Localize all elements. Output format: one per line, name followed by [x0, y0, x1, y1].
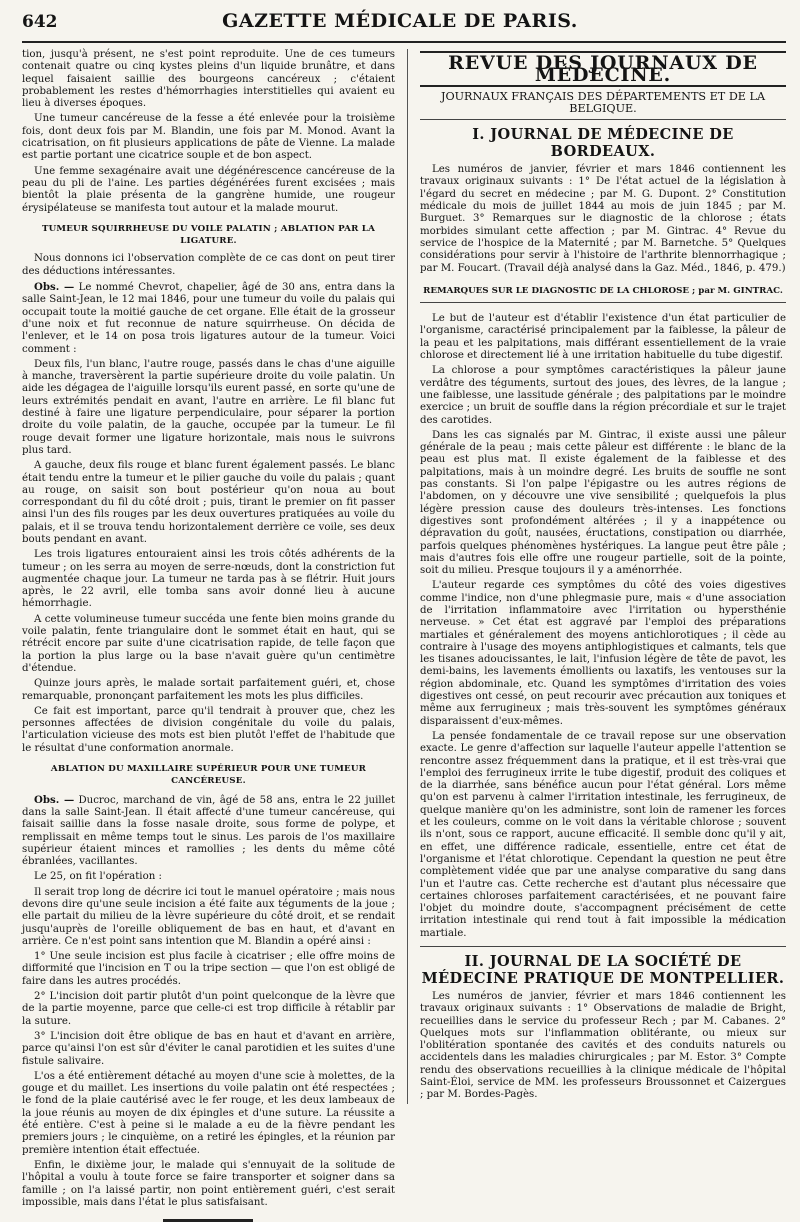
obs-label: Obs. — [34, 793, 75, 806]
observation-paragraph [22, 794, 395, 869]
paragraph: Enfin, le dixième jour, le malade qui s'ennuyait de la solitude de l'hôpital a voulu à toute force se faire transporter et soigner dans sa famille ; on l'a laissé partir, non point entièrement guéri, c'est serait impossible, mais dans l'état le plus satisfaisant. [22, 1159, 395, 1208]
paragraph: Dans les cas signalés par M. Gintrac, il existe aussi une pâleur générale de la peau ; mais cette pâleur est différente : le blanc de la peau est plus mat. Il existe également de la faiblesse et des palpitations, mais à un moindre degré. Les bruits de souffle ne sont pas constants. Si l'on palpe l'épigastre ou les autres régions de l'abdomen, on y découvre une vive sensibilité ; quelquefois la plus légère pression cause des douleurs très-intenses. Les fonctions digestives sont profondément altérées ; il y a inappétence ou dépravation du goût, nausées, éructations, constipation ou diarrhée, parfois quelques phénomènes hystériques. La langue peut être pâle ; mais d'autres fois elle offre une rougeur partielle, soit de la pointe, soit du milieu. Presque toujours il y a aménorrhée. [419, 429, 786, 577]
journal-title: GAZETTE MÉDICALE DE PARIS. [222, 10, 578, 32]
paragraph: A cette volumineuse tumeur succéda une fente bien moins grande du voile palatin, fente triangulaire dont le sommet était en haut, qui se rétrécit encore par suite d'une cicatrisation rapide, de telle façon que la portion la plus large ou la base n'avait guère qu'un centimètre d'étendue. [22, 613, 395, 674]
review-title: REVUE DES JOURNAUX DE MÉDECINE. [420, 51, 786, 87]
paragraph: Le but de l'auteur est d'établir l'existence d'un état particulier de l'organisme, caractérisé principalement par la faiblesse, la pâleur de la peau et les palpitations, mais différant essentiellement de la vraie chlorose et directement lié à une irritation habituelle du tube digestif. [419, 313, 786, 362]
paragraph: Les trois ligatures entouraient ainsi les trois côtés adhérents de la tumeur ; on les serra au moyen de serre-nœuds, dont la constriction fut augmentée chaque jour. La tumeur ne tarda pas à se flétrir. Huit jours après, le 22 avril, elle tomba sans avoir donné lieu à aucune hémorrhagie. [22, 549, 395, 610]
paragraph: Ce fait est important, parce qu'il tendrait à prouver que, chez les personnes affectées de division congénitale du voile du palais, l'articulation vicieuse des mots est bien plutôt l'effet de l'habitude que le résultat d'une conformation anormale. [22, 705, 395, 754]
paragraph: A gauche, deux fils rouge et blanc furent également passés. Le blanc était tendu entre la tumeur et le pilier gauche du voile du palais ; quant au rouge, on saisit son bout postérieur qu'on noua au bout correspondant du fil du côté droit ; puis, tirant le premier on fit passer ainsi l'un des fils rouges par les deux ouvertures pratiquées au voile du palais, et il se trouva tendu horizontalement derrière ce voile, ses deux bouts pendant en avant. [22, 460, 395, 545]
paragraph: Les numéros de janvier, février et mars 1846 contiennent les travaux originaux suivants : 1° Observations de maladie de Bright, recueillies dans le service du professeur Rech ; par M. Cabanes. 2° Quelques mots sur l'inflammation oblitérante, ou mieux sur l'oblitération spontanée des cavités et des conduits naturels ou accidentels dans les maladies chirurgicales ; par M. Estor. 3° Compte rendu des observations recueillies à la clinique médicale de l'hôpital Saint-Éloi, service de MM. les professeurs Broussonnet et Caizergues ; par M. Bordes-Pagès. [419, 991, 786, 1101]
right-column [408, 49, 786, 1104]
obs-label: Obs. — [34, 281, 75, 294]
obs-text: Le nommé Chevrot, chapelier, âgé de 30 ans, entra dans la salle Saint-Jean, le 12 mai 1846, pour une tumeur du voile du palais qui occupait toute la moitié gauche de cet organe. Elle était de la grosseur d'une noix et fut reconnue de nature squirrheuse. On décida de l'enlever, et le 14 on posa trois ligatures autour de la tumeur. Voici comment : [22, 282, 395, 355]
paragraph: 1° Une seule incision est plus facile à cicatriser ; elle offre moins de difformité que l'incision en T ou la tripe section — que l'on est obligé de faire dans les autres procédés. [22, 951, 395, 987]
paragraph: L'auteur regarde ces symptômes du côté des voies digestives comme l'indice, non d'une phlegmasie pure, mais « d'une association de l'irritation inflammatoire avec l'irritation ou hypersthénie nerveuse. » Cet état est aggravé par l'emploi des préparations martiales et généralement des moyens antichlorotiques ; il cède au contraire à l'usage des moyens antiphlogistiques et calmants, tels que les tisanes adoucissantes, le lait, l'infusion légère de tête de pavot, les demi-bains, les lavements émollients ou laxatifs, les ventouses sur la région abdominale, etc. Quand les symptômes d'irritation des voies digestives ont cessé, on peut recourir avec précaution aux toniques et même aux ferrugineux ; mais très-souvent les symptômes généraux disparaissent d'eux-mêmes. [419, 580, 786, 727]
columns [22, 49, 786, 1208]
paragraph: 2° L'incision doit partir plutôt d'un point quelconque de la lèvre que de la partie moyenne, parce que celle-ci est trop difficile à rétablir par la suture. [22, 991, 395, 1027]
review-subtitle: JOURNAUX FRANÇAIS DES DÉPARTEMENTS ET DE LA BELGIQUE. [420, 91, 786, 121]
obs-text: Ducroc, marchand de vin, âgé de 58 ans, entra le 22 juillet dans la salle Saint-Jean. Il était affecté d'une tumeur cancéreuse, qui faisait saillie dans la fosse nasale droite, sous forme de polype, et remplissait en même temps tout le sinus. Les parois de l'os maxillaire supérieur étaient minces et ramollies ; les dents du même côté ébranlées, vacillantes. [22, 794, 395, 868]
paragraph: tion, jusqu'à présent, ne s'est point reproduite. Une de ces tumeurs contenait quatre ou cinq kystes pleins d'un liquide brunâtre, et dans lequel faisaient saillie des bourgeons cancéreux ; c'étaient probablement les restes d'hémorrhagies interstitielles qui avaient eu lieu à diverses époques. [22, 49, 395, 110]
paragraph: 3° L'incision doit être oblique de bas en haut et d'avant en arrière, parce qu'ainsi l'on est sûr d'éviter le canal parotidien et les suites d'une fistule salivaire. [22, 1030, 395, 1067]
paragraph: Nous donnons ici l'observation complète de ce cas dont on peut tirer des déductions intéressantes. [22, 253, 395, 277]
paragraph: Le 25, on fit l'opération : [34, 871, 162, 883]
paragraph: Quinze jours après, le malade sortait parfaitement guéri, et, chose remarquable, prononçant parfaitement les mots les plus difficiles. [22, 678, 395, 702]
paragraph: Il serait trop long de décrire ici tout le manuel opératoire ; mais nous devons dire qu'une seule incision a été faite aux téguments de la joue ; elle partait du milieu de la lèvre supérieure du côté droit, et se rendait jusqu'auprès de l'oreille obliquement de bas en haut, et d'avant en arrière. Ce n'est point sans intention que M. Blandin a opéré ainsi : [22, 886, 395, 947]
paragraph: La chlorose a pour symptômes caractéristiques la pâleur jaune verdâtre des téguments, surtout des joues, des lèvres, de la langue ; une faiblesse, une lassitude générale ; des palpitations par le moindre exercice ; un bruit de souffle dans la région précordiale et sur le trajet des carotides. [419, 365, 786, 426]
section-heading: TUMEUR SQUIRRHEUSE DU VOILE PALATIN ; ABLATION PAR LA LIGATURE. [41, 223, 376, 247]
paragraph: Une tumeur cancéreuse de la fesse a été enlevée pour la troisième fois, dont deux fois par M. Blandin, une fois par M. Monod. Avant la cicatrisation, on fit plusieurs applications de pâte de Vienne. La malade est partie portant une cicatrice souple et de bon aspect. [22, 113, 395, 162]
paragraph: La pensée fondamentale de ce travail repose sur une observation exacte. Le genre d'affection sur laquelle l'auteur appelle l'attention se rencontre assez fréquemment dans la pratique, et il est très-vrai que l'emploi des ferrugineux irrite le tube digestif, produit des coliques et de la diarrhée, sans bénéfice aucun pour l'état général. Lors même qu'on est parvenu à calmer l'irritation intestinale, les ferrugineux, de quelque manière qu'on les administre, sont loin de ramener les forces et les couleurs, comme on le voit dans la véritable chlorose ; souvent ils n'ont, sous ce rapport, aucune efficacité. Il semble donc qu'il y ait, en effet, une différence radicale, essentielle, entre cet état de l'organisme et l'état chlorotique. Cependant la question ne peut être complètement vidée que par une analyse comparative du sang dans l'un et l'autre cas. Cette recherche est d'autant plus nécessaire que certaines chloroses parfaitement caractérisées, et ne pouvant faire l'objet du moindre doute, s'accompagnent précisément de cette irritation intestinale qui rend tout à fait impossible la médication martiale. [419, 730, 786, 939]
journal-heading: I. JOURNAL DE MÉDECINE DE BORDEAUX. [472, 126, 734, 161]
section-heading: ABLATION DU MAXILLAIRE SUPÉRIEUR POUR UNE TUMEUR CANCÉREUSE. [50, 764, 367, 787]
subsection-heading: REMARQUES SUR LE DIAGNOSTIC DE LA CHLOROSE ; par M. GINTRAC. [420, 285, 786, 303]
divider [420, 946, 786, 947]
journal-heading: II. JOURNAL DE LA SOCIÉTÉ DE MÉDECINE PRATIQUE DE MONTPELLIER. [421, 953, 785, 987]
paragraph: Une femme sexagénaire avait une dégénérescence cancéreuse de la peau du pli de l'aine. Les parties dégénérées furent excisées ; mais bientôt la plaie présenta de la gangrène humide, une rougeur érysipélateuse se manifesta tout autour et la malade mourut. [22, 165, 395, 214]
left-column [22, 49, 408, 1208]
page-number: 642 [22, 12, 58, 32]
paragraph: Deux fils, l'un blanc, l'autre rouge, passés dans le chas d'une aiguille à manche, traversèrent la partie supérieure droite du voile palatin. Un aide les dégagea de l'aiguille lorsqu'ils eurent passé, en sorte qu'une de leurs extrémités pendait en avant, l'autre en arrière. Le fil blanc fut destiné à faire une ligature perpendiculaire, pour séparer la portion droite du voile palatin, de la gauche, occupée par la tumeur. Le fil rouge devait former une ligature horizontale, mais nous le suivrons plus tard. [22, 358, 395, 456]
observation-paragraph [22, 281, 395, 356]
page-header [22, 10, 786, 43]
paragraph: Les numéros de janvier, février et mars 1846 contiennent les travaux originaux suivants : 1° De l'état actuel de la législation à l'égard du secret en médecine ; par M. G. Dupont. 2° Constitution médicale du mois de juillet 1844 au mois de juin 1845 ; par M. Burguet. 3° Remarques sur le diagnostic de la chlorose ; états morbides simulant cette affection ; par M. Gintrac. 4° Revue du service de l'hospice de la Maternité ; par M. Barnetche. 5° Quelques considérations pour servir à l'histoire de l'arthrite blennorrhagique ; par M. Foucart. (Travail déjà analysé dans la Gaz. Méd., 1846, p. 479.) [419, 164, 786, 274]
paragraph: L'os a été entièrement détaché au moyen d'une scie à molettes, de la gouge et du maillet. Les insertions du voile palatin ont été respectées ; le fond de la plaie cautérisé avec le fer rouge, et les deux lambeaux de la joue réunis au moyen de dix épingles et d'une suture. La réussite a été entière. C'est à peine si le malade a eu de la fièvre pendant les premiers jours ; le cinquième, on a retiré les épingles, et la réunion par première intention était effectuée. [22, 1070, 395, 1156]
